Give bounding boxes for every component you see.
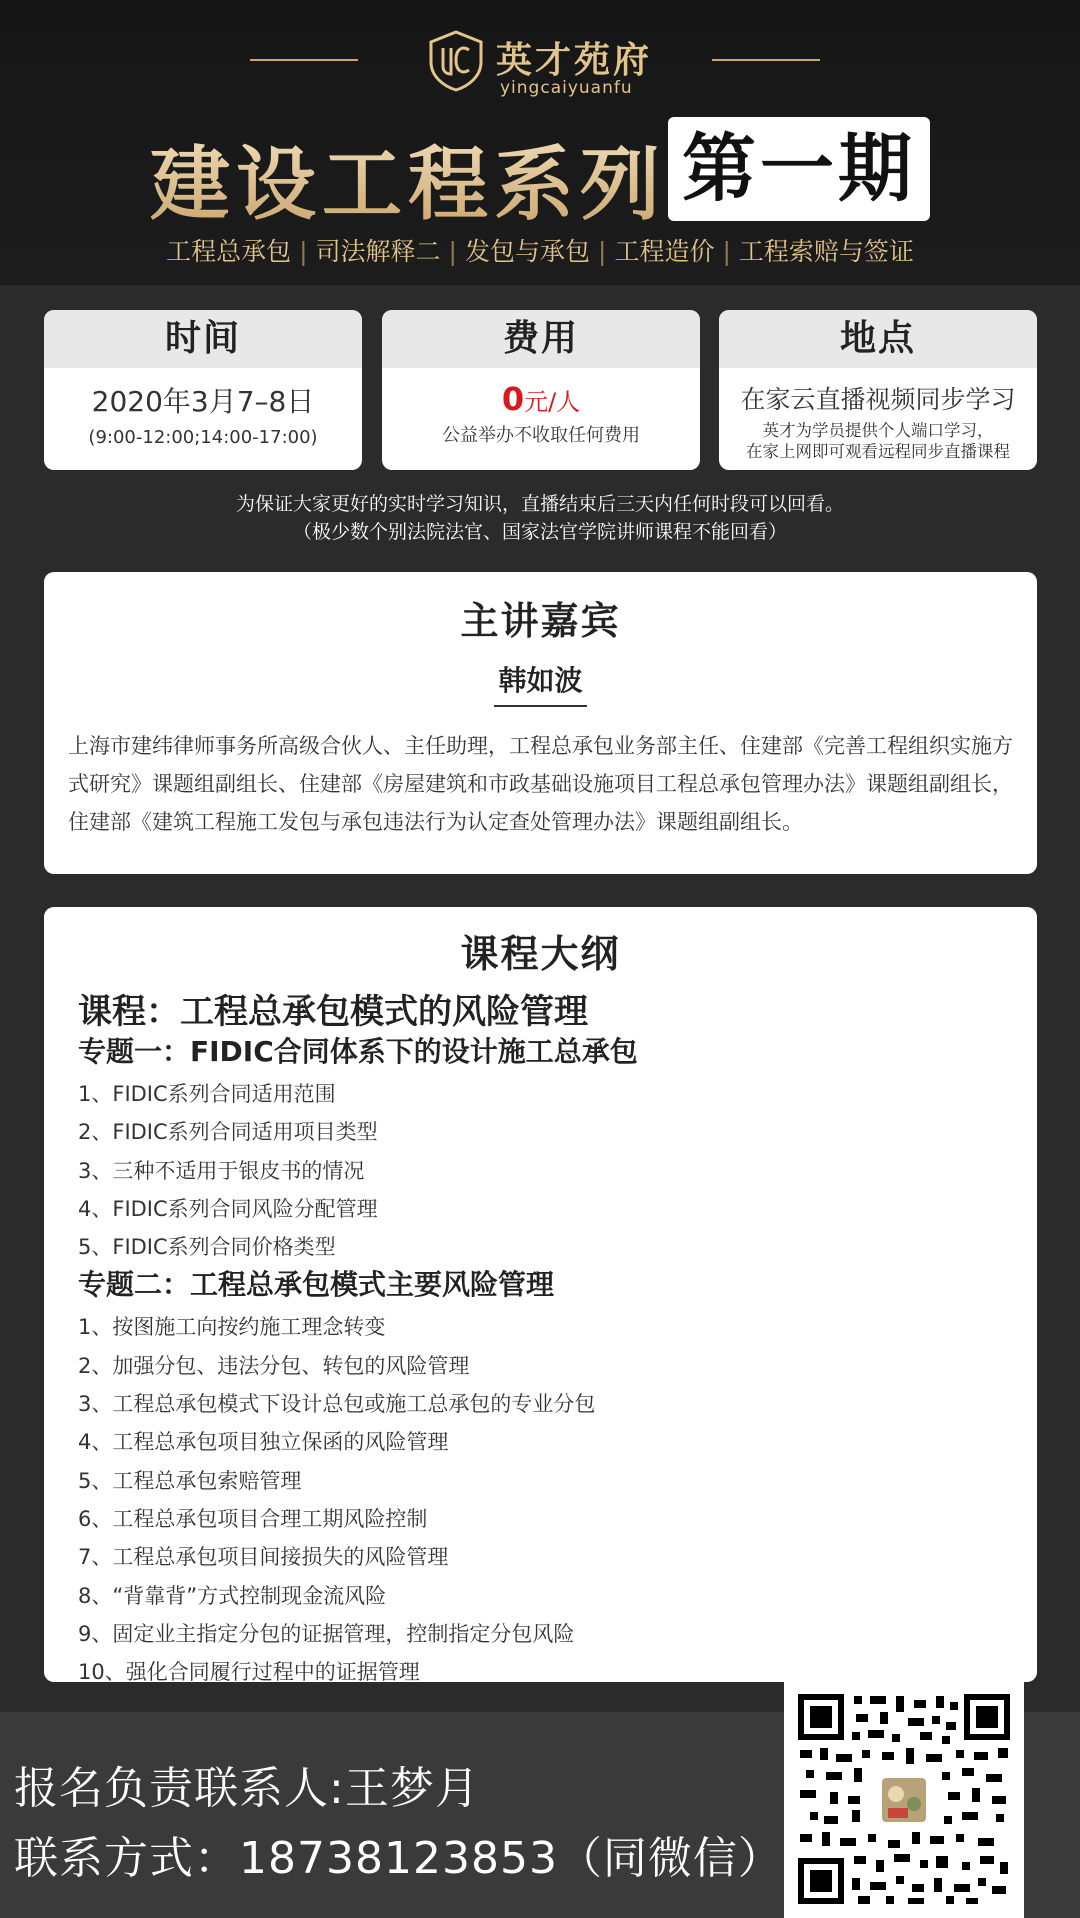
place-card-heading: 地点 [719,310,1037,368]
fee-amount: 0 [501,380,525,418]
fee-card-heading: 费用 [382,310,700,368]
course-outline-panel [44,907,1037,1685]
topic-separator: | [598,237,607,266]
list-item: 2、加强分包、违法分包、转包的风险管理 [78,1353,470,1378]
topic-item: 工程总承包 [166,237,292,266]
brand-emblem-icon [423,28,489,94]
topic-item: 工程造价 [614,237,715,266]
speaker-panel [44,572,1037,874]
list-item: 5、FIDIC系列合同价格类型 [78,1235,336,1260]
fee-note: 公益举办不收取任何费用 [442,425,640,446]
wechat-qr-code[interactable] [784,1680,1024,1918]
brand-logo-row [0,22,1080,102]
topic-separator: | [299,237,308,266]
event-date: 2020年3月7–8日 [91,385,315,418]
topic-separator: | [448,237,457,266]
course-title: 课程：工程总承包模式的风险管理 [78,992,588,1032]
fee-card [382,310,700,470]
speaker-name-wrap [44,659,1037,707]
list-item: 6、工程总承包项目合理工期风险控制 [78,1506,428,1531]
place-note-line: 在家上网即可观看远程同步直播课程 [746,442,1010,461]
fee-price [382,380,700,418]
topic-item: 发包与承包 [464,237,590,266]
speaker-heading: 主讲嘉宾 [460,599,621,643]
speaker-bio: 上海市建纬律师事务所高级合伙人、主任助理，工程总承包业务部主任、住建部《完善工程组织实施方式研究》课题组副组长、住建部《房屋建筑和市政基础设施项目工程总承包管理办法》课题组副组长，住建部《建筑工程施工发包与承包违法行为认定查处管理办法》课题组副组长。 [68,734,1013,834]
topic-item: 工程索赔与签证 [738,237,914,266]
time-card-heading: 时间 [44,310,362,368]
qr-code-icon [796,1692,1012,1906]
contact-phone[interactable]: 联系方式：18738123853（同微信） [14,1833,783,1884]
list-item: 8、“背靠背”方式控制现金流风险 [78,1583,387,1608]
place-card [719,310,1037,470]
decorative-line-right [712,59,820,61]
header-banner [0,0,1080,285]
topic-items-list [78,1075,1037,1266]
list-item: 3、三种不适用于银皮书的情况 [78,1158,365,1183]
event-hours: (9:00-12:00;14:00-17:00) [88,427,318,448]
list-item: 4、工程总承包项目独立保函的风险管理 [78,1430,449,1455]
brand-name: 英才苑府 [496,40,653,81]
place-note-line: 英才为学员提供个人端口学习， [762,421,994,440]
place-note [719,420,1037,462]
list-item: 10、强化合同履行过程中的证据管理 [78,1660,420,1685]
replay-notice [0,490,1080,546]
list-item: 2、FIDIC系列合同适用项目类型 [78,1120,378,1145]
list-item: 5、工程总承包索赔管理 [78,1468,302,1493]
brand-name-pinyin: yingcaiyuanfu [500,78,633,98]
list-item: 3、工程总承包模式下设计总包或施工总承包的专业分包 [78,1392,596,1417]
list-item: 1、FIDIC系列合同适用范围 [78,1082,336,1106]
period-badge: 第一期 [668,117,930,221]
decorative-line-left [250,59,358,61]
list-item: 4、FIDIC系列合同风险分配管理 [78,1196,378,1221]
list-item: 1、按图施工向按约施工理念转变 [78,1315,386,1340]
topic-items-list [78,1308,1037,1691]
page-title: 建设工程系列 [150,120,666,235]
topic-item: 司法解释二 [315,237,441,266]
contact-person: 报名负责联系人:王梦月 [14,1763,480,1814]
notice-line: （极少数个别法院法官、国家法官学院讲师课程不能回看） [292,521,787,543]
list-item: 9、固定业主指定分包的证据管理，控制指定分包风险 [78,1621,575,1646]
fee-unit: 元/人 [524,388,581,416]
place-main: 在家云直播视频同步学习 [740,385,1016,414]
notice-line: 为保证大家更好的实时学习知识，直播结束后三天内任何时段可以回看。 [235,493,844,515]
outline-heading: 课程大纲 [460,932,621,976]
topic-title: 专题二：工程总承包模式主要风险管理 [78,1268,555,1302]
time-card [44,310,362,470]
topic-separator: | [722,237,731,266]
list-item: 7、工程总承包项目间接损失的风险管理 [78,1545,449,1570]
topic-title: 专题一：FIDIC合同体系下的设计施工总承包 [78,1035,638,1068]
speaker-name: 韩如波 [494,659,586,707]
topic-strip [0,232,1080,268]
